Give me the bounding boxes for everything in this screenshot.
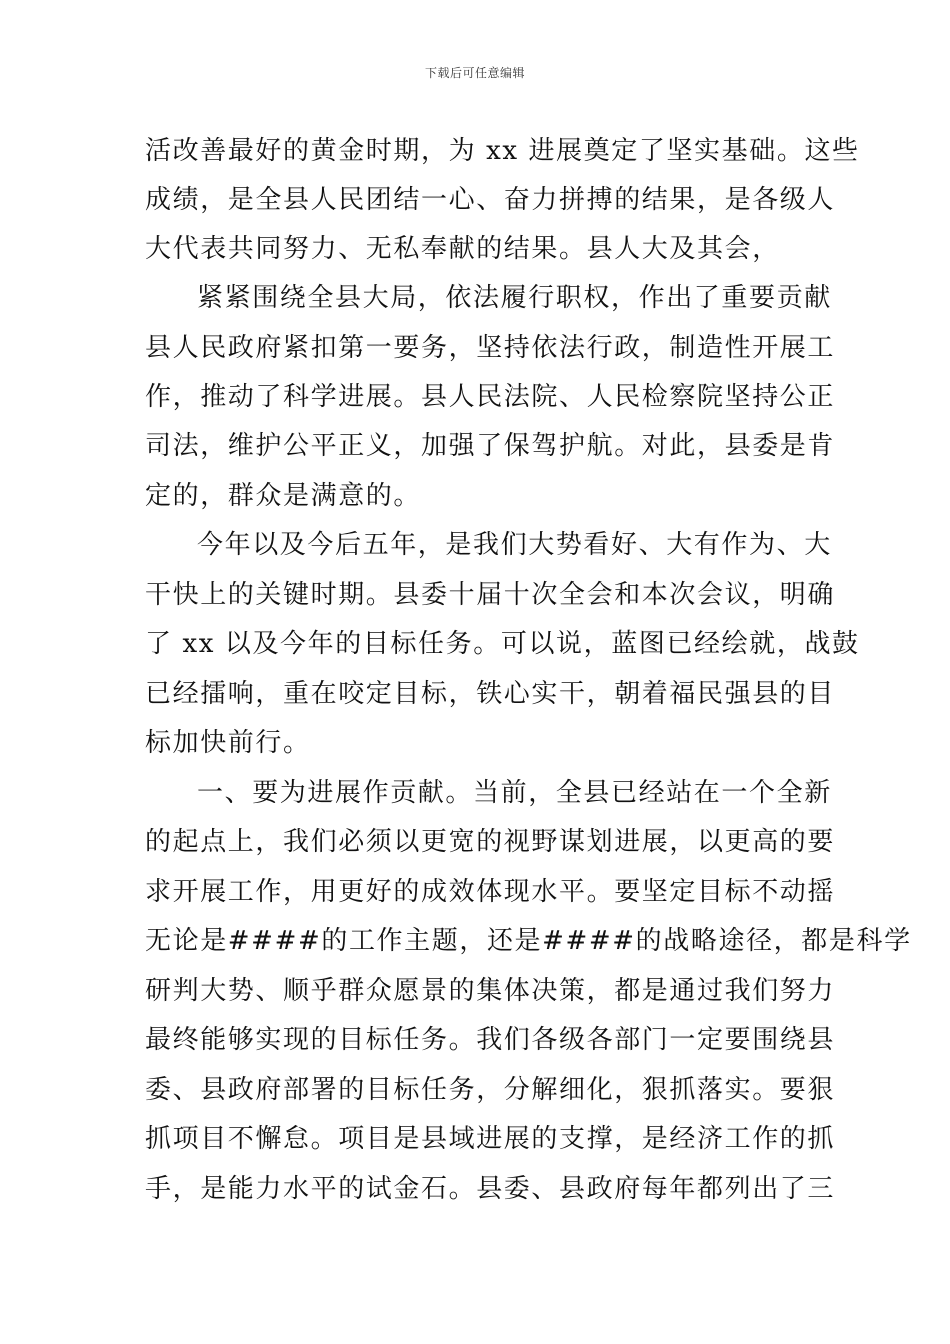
- body-line: 大代表共同努力、无私奉献的结果。县人大及其会，: [145, 234, 780, 264]
- body-line: 司法，维护公平正义，加强了保驾护航。对此，县委是肯: [145, 431, 836, 461]
- paragraph-first-line: 今年以及今后五年，是我们大势看好、大有作为、大: [197, 530, 832, 560]
- body-line: 委、县政府部署的目标任务，分解细化，狠抓落实。要狠: [145, 1075, 836, 1105]
- header-note: 下载后可任意编辑: [424, 66, 525, 80]
- body-line: 已经擂响，重在咬定目标，铁心实干，朝着福民强县的目: [145, 679, 836, 709]
- body-line: 活改善最好的黄金时期，为 xx 进展奠定了坚实基础。这些: [145, 136, 860, 166]
- body-line: 抓项目不懈怠。项目是县域进展的支撑，是经济工作的抓: [145, 1124, 836, 1154]
- body-line: 县人民政府紧扣第一要务，坚持依法行政，制造性开展工: [145, 333, 836, 363]
- body-line: 作，推动了科学进展。县人民法院、人民检察院坚持公正: [145, 382, 836, 412]
- body-line: 成绩，是全县人民团结一心、奋力拼搏的结果，是各级人: [145, 185, 836, 215]
- paragraph-first-line: 一、要为进展作贡献。当前，全县已经站在一个全新: [197, 778, 832, 808]
- body-line: 干快上的关键时期。县委十届十次全会和本次会议，明确: [145, 580, 836, 610]
- body-line: 求开展工作，用更好的成效体现水平。要坚定目标不动摇: [145, 877, 836, 907]
- body-line: 的起点上，我们必须以更宽的视野谋划进展，以更高的要: [145, 827, 836, 857]
- body-line: 手，是能力水平的试金石。县委、县政府每年都列出了三: [145, 1174, 836, 1204]
- body-line: 标加快前行。: [145, 728, 311, 758]
- body-line: 最终能够实现的目标任务。我们各级各部门一定要围绕县: [145, 1025, 836, 1055]
- body-line: 了 xx 以及今年的目标任务。可以说，蓝图已经绘就，战鼓: [145, 629, 860, 659]
- body-line: 定的，群众是满意的。: [145, 481, 422, 511]
- body-line: 无论是####的工作主题，还是####的战略途径，都是科学: [145, 926, 912, 956]
- body-line: 研判大势、顺乎群众愿景的集体决策，都是通过我们努力: [145, 976, 836, 1006]
- paragraph-first-line: 紧紧围绕全县大局，依法履行职权，作出了重要贡献: [197, 283, 832, 313]
